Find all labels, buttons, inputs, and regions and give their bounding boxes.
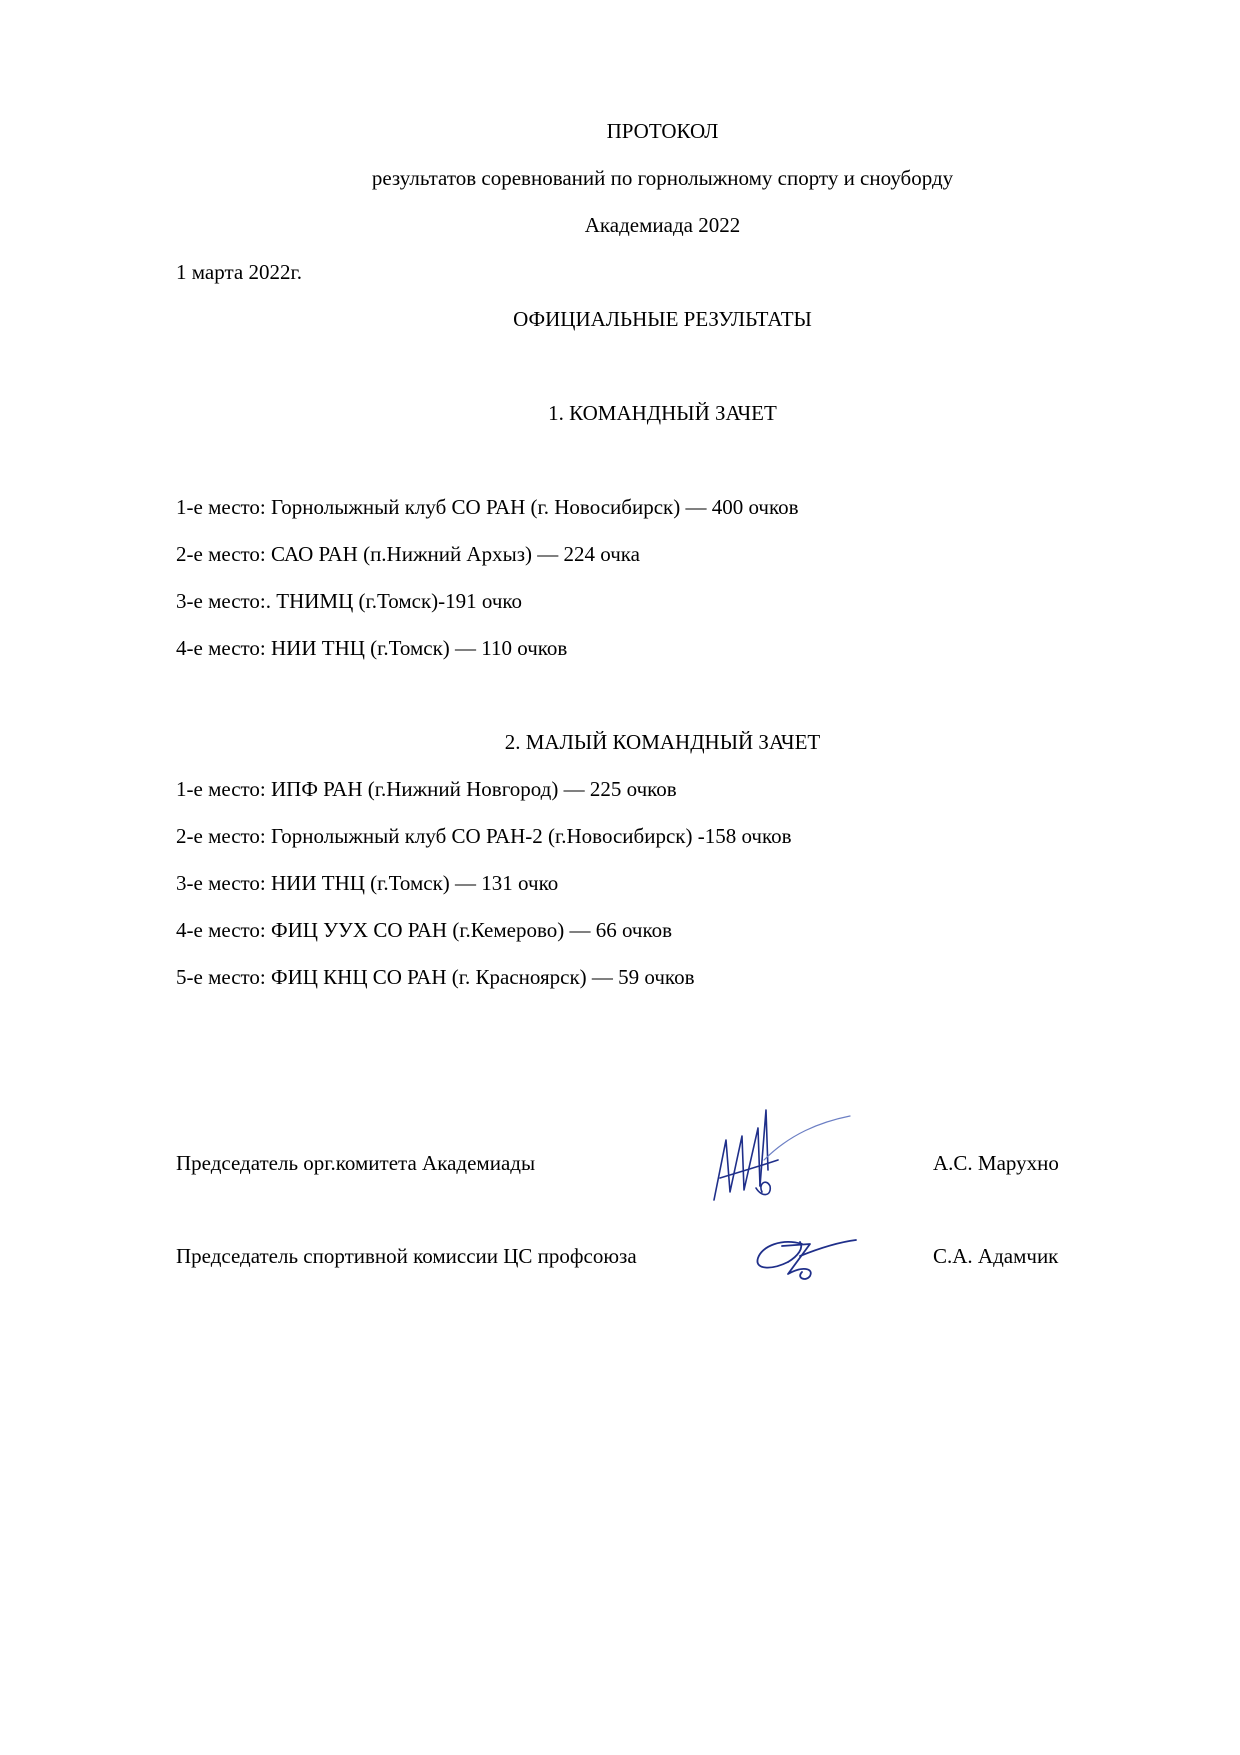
- handwritten-signature-icon: [700, 1100, 860, 1210]
- event-name: Академиада 2022: [584, 213, 741, 237]
- signatory-position: Председатель орг.комитета Академиады: [176, 1151, 536, 1175]
- result-line: 2-е место: САО РАН (п.Нижний Архыз) — 224 очка: [176, 542, 640, 566]
- result-line: 4-е место: ФИЦ УУХ СО РАН (г.Кемерово) — 66 очков: [176, 918, 673, 942]
- handwritten-signature-icon: [752, 1226, 862, 1286]
- result-line: 2-е место: Горнолыжный клуб СО РАН-2 (г.Новосибирск) -158 очков: [176, 824, 792, 848]
- result-line: 1-е место: Горнолыжный клуб СО РАН (г. Новосибирск) — 400 очков: [176, 495, 799, 519]
- result-line: 1-е место: ИПФ РАН (г.Нижний Новгород) — 225 очков: [176, 777, 677, 801]
- document-subtitle: результатов соревнований по горнолыжному спорту и сноуборду: [371, 166, 954, 190]
- signatory-name: С.А. Адамчик: [933, 1244, 1059, 1268]
- signatory-position: Председатель спортивной комиссии ЦС профсоюза: [176, 1244, 637, 1268]
- signatory-name: А.С. Марухно: [933, 1151, 1059, 1175]
- results-heading: ОФИЦИАЛЬНЫЕ РЕЗУЛЬТАТЫ: [513, 307, 812, 331]
- document-title: ПРОТОКОЛ: [606, 119, 719, 143]
- result-line: 3-е место:. ТНИМЦ (г.Томск)-191 очко: [176, 589, 523, 613]
- result-line: 3-е место: НИИ ТНЦ (г.Томск) — 131 очко: [176, 871, 559, 895]
- result-line: 5-е место: ФИЦ КНЦ СО РАН (г. Красноярск) — 59 очков: [176, 965, 695, 989]
- document-date: 1 марта 2022г.: [176, 260, 302, 284]
- result-line: 4-е место: НИИ ТНЦ (г.Томск) — 110 очков: [176, 636, 568, 660]
- section-heading-small-team: 2. МАЛЫЙ КОМАНДНЫЙ ЗАЧЕТ: [504, 730, 821, 754]
- section-heading-team: 1. КОМАНДНЫЙ ЗАЧЕТ: [548, 401, 777, 425]
